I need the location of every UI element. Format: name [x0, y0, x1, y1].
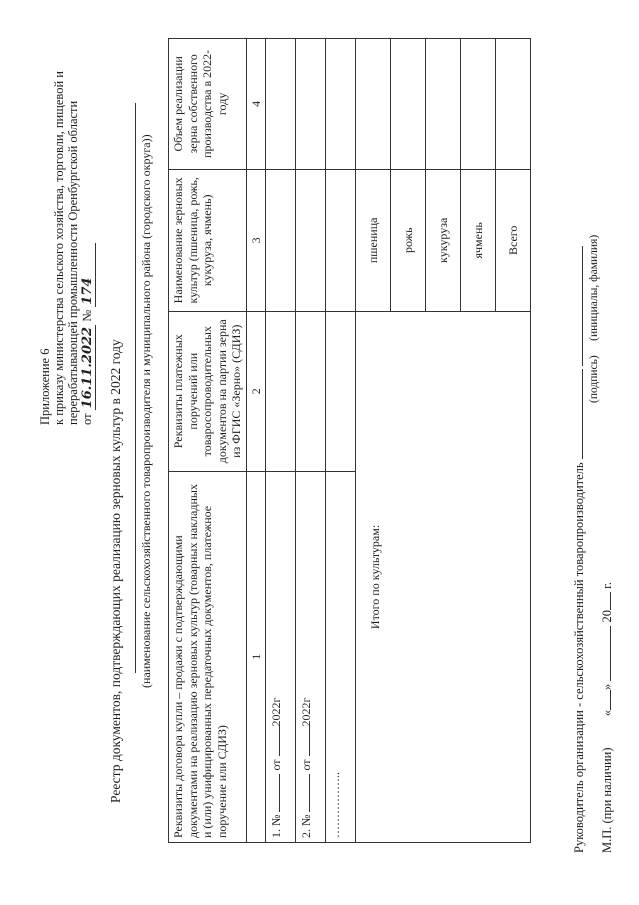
head-label: Руководитель организации - сельскохозяйственный товаропроизводитель [572, 462, 586, 853]
contract-cell: 1. № от 2022г [266, 471, 296, 842]
crop-corn: кукуруза [426, 169, 461, 311]
number-row [246, 39, 266, 843]
total-row [356, 39, 391, 843]
registry-table [168, 38, 531, 843]
document-sheet [0, 3, 639, 903]
header-col-3: Наименование зерновых культур (пшеница, рожь, кукуруза, ячмень) [169, 169, 247, 311]
header-col-1: Реквизиты договора купли – продажи с подтверждающими документами на реализацию зерновых культур (товарных накладных и (или) унифицированных передаточных документов, платежное поручение или СДИЗ) [169, 471, 247, 842]
handwritten-date: 16.11.2022 [80, 326, 95, 409]
appendix-line-2: перерабатывающей промышленности Оренбургской области [66, 100, 80, 425]
col-number-3: 3 [246, 169, 266, 311]
crop-total: Всего [496, 169, 531, 311]
header-row [169, 39, 247, 843]
header-col-4: Объем реализации зерна собственного производства в 2022- году [169, 39, 247, 170]
table-row [266, 39, 296, 843]
crop-rye: рожь [391, 169, 426, 311]
number-label: № [80, 309, 94, 322]
contract-cell: 2. № от 2022г [296, 471, 326, 842]
producer-name-caption: (наименование сельскохозяйственного товаропроизводителя и муниципального района (городского округа)) [139, 134, 153, 688]
stamp-date-line: М.П. (при наличии) «» 20 г. [600, 581, 614, 853]
handwritten-number: 174 [81, 243, 96, 307]
signature-captions [588, 235, 600, 403]
document-title: Реестр документов, подтверждающих реализацию зерновых культур в 2022 году [108, 339, 123, 803]
dots-cell: …………….. [326, 471, 356, 842]
signature-line [572, 246, 587, 853]
appendix-header [38, 5, 96, 425]
header-col-2: Реквизиты платежных поручений или товаросопроводительных документов на партии зерна из ФГИС «Зерно» (СДИЗ) [169, 311, 247, 471]
total-label: Итого по культурам: [356, 311, 531, 842]
crop-barley: ячмень [461, 169, 496, 311]
mp-label: М.П. (при наличии) [600, 747, 614, 853]
producer-name-line [135, 103, 136, 673]
from-label: от [80, 413, 94, 425]
appendix-date-line [80, 5, 96, 425]
appendix-number: Приложение 6 [38, 348, 52, 425]
initials-caption: (инициалы, фамилия) [588, 234, 600, 341]
table-row [296, 39, 326, 843]
crop-wheat: пшеница [356, 169, 391, 311]
table-row [326, 39, 356, 843]
col-number-4: 4 [246, 39, 266, 170]
col-number-1: 1 [246, 471, 266, 842]
appendix-line-1: к приказу министерства сельского хозяйства, торговли, пищевой и [52, 71, 66, 425]
col-number-2: 2 [246, 311, 266, 471]
sign-caption: (подпись) [588, 355, 600, 403]
